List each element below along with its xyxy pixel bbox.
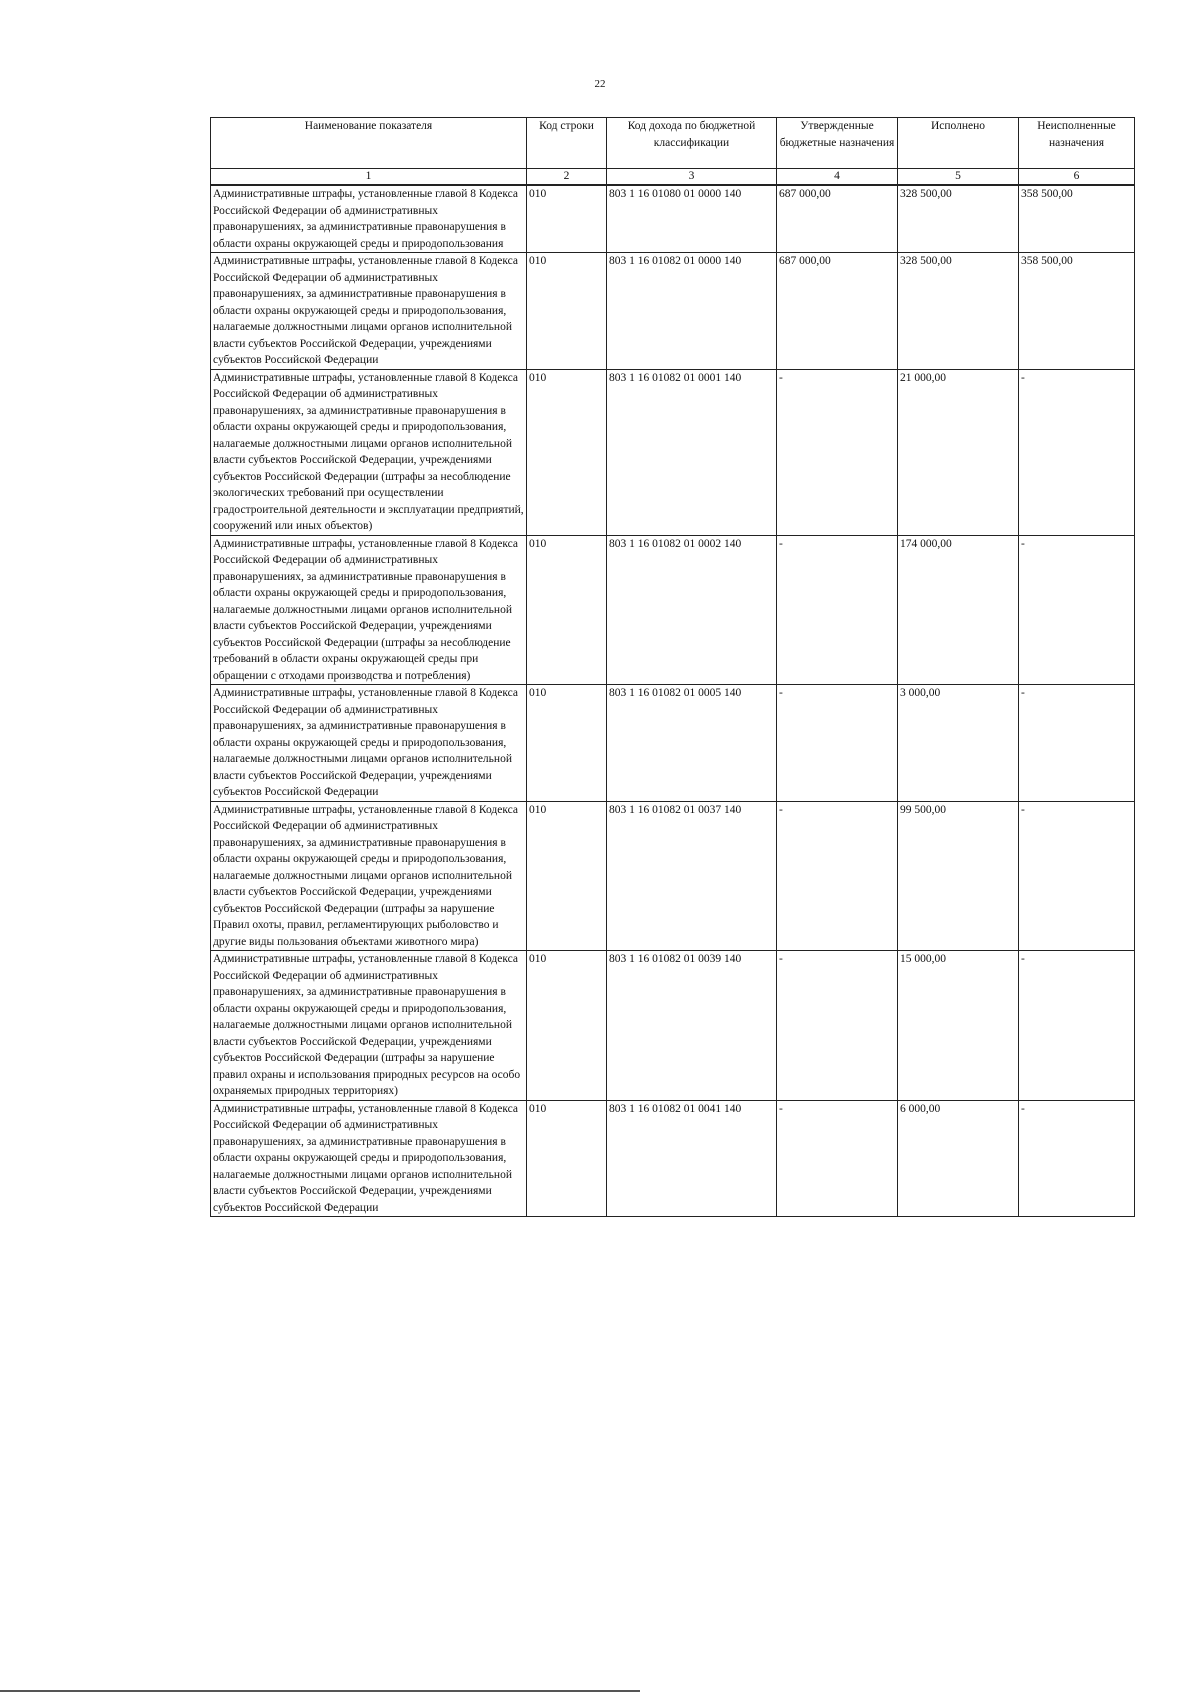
line-code: 010: [527, 951, 607, 1101]
table-row: [211, 535, 1135, 685]
unexecuted-amount: -: [1019, 801, 1135, 951]
indicator-name: Административные штрафы, установленные главой 8 Кодекса Российской Федерации об административных правонарушениях, за административные правонарушения в области охраны окружающей среды и природопользования, налагаемые должностными лицами органов исполнительной власти субъектов Российской Федерации, учреждениями субъектов Российской Федерации: [211, 253, 527, 370]
unexecuted-amount: -: [1019, 951, 1135, 1101]
indicator-name: Административные штрафы, установленные главой 8 Кодекса Российской Федерации об административных правонарушениях, за административные правонарушения в области охраны окружающей среды и природопользования, налагаемые должностными лицами органов исполнительной власти субъектов Российской Федерации, учреждениями субъектов Российской Федерации: [211, 685, 527, 802]
column-header-executed: Исполнено: [898, 118, 1019, 169]
indicator-name: Административные штрафы, установленные главой 8 Кодекса Российской Федерации об административных правонарушениях, за административные правонарушения в области охраны окружающей среды и природопользования, налагаемые должностными лицами органов исполнительной власти субъектов Российской Федерации, учреждениями субъектов Российской Федерации: [211, 1100, 527, 1217]
approved-amount: -: [777, 1100, 898, 1217]
line-code: 010: [527, 369, 607, 535]
approved-amount: 687 000,00: [777, 253, 898, 370]
table-row: [211, 685, 1135, 802]
indicator-name: Административные штрафы, установленные главой 8 Кодекса Российской Федерации об административных правонарушениях, за административные правонарушения в области охраны окружающей среды и природопользования, налагаемые должностными лицами органов исполнительной власти субъектов Российской Федерации, учреждениями субъектов Российской Федерации (штрафы за несоблюдение экологических требований при осуществлении градостроительной деятельности и эксплуатации предприятий, сооружений или иных объектов): [211, 369, 527, 535]
column-number: 3: [607, 169, 777, 186]
executed-amount: 99 500,00: [898, 801, 1019, 951]
line-code: 010: [527, 1100, 607, 1217]
table-row: [211, 801, 1135, 951]
approved-amount: -: [777, 951, 898, 1101]
page-number: 22: [594, 78, 606, 90]
executed-amount: 328 500,00: [898, 185, 1019, 253]
income-code: 803 1 16 01080 01 0000 140: [607, 185, 777, 253]
unexecuted-amount: 358 500,00: [1019, 253, 1135, 370]
executed-amount: 21 000,00: [898, 369, 1019, 535]
column-header-name: Наименование показателя: [211, 118, 527, 169]
approved-amount: 687 000,00: [777, 185, 898, 253]
table-row: [211, 1100, 1135, 1217]
column-number: 1: [211, 169, 527, 186]
column-number: 5: [898, 169, 1019, 186]
column-header-approved: Утвержденные бюджетные назначения: [777, 118, 898, 169]
income-code: 803 1 16 01082 01 0037 140: [607, 801, 777, 951]
income-code: 803 1 16 01082 01 0002 140: [607, 535, 777, 685]
table-row: [211, 253, 1135, 370]
unexecuted-amount: -: [1019, 1100, 1135, 1217]
approved-amount: -: [777, 685, 898, 802]
column-header-unexecuted: Неисполненные назначения: [1019, 118, 1135, 169]
footer-rule: [0, 1690, 640, 1692]
line-code: 010: [527, 685, 607, 802]
executed-amount: 6 000,00: [898, 1100, 1019, 1217]
approved-amount: -: [777, 369, 898, 535]
income-code: 803 1 16 01082 01 0000 140: [607, 253, 777, 370]
indicator-name: Административные штрафы, установленные главой 8 Кодекса Российской Федерации об административных правонарушениях, за административные правонарушения в области охраны окружающей среды и природопользования, налагаемые должностными лицами органов исполнительной власти субъектов Российской Федерации, учреждениями субъектов Российской Федерации (штрафы за несоблюдение требований в области охраны окружающей среды при обращении с отходами производства и потребления): [211, 535, 527, 685]
budget-income-table: [210, 117, 1135, 1217]
unexecuted-amount: -: [1019, 685, 1135, 802]
unexecuted-amount: 358 500,00: [1019, 185, 1135, 253]
column-header-line-code: Код строки: [527, 118, 607, 169]
column-number: 4: [777, 169, 898, 186]
line-code: 010: [527, 801, 607, 951]
executed-amount: 174 000,00: [898, 535, 1019, 685]
table-header-row: [211, 118, 1135, 169]
line-code: 010: [527, 253, 607, 370]
approved-amount: -: [777, 801, 898, 951]
column-number: 6: [1019, 169, 1135, 186]
table-row: [211, 951, 1135, 1101]
indicator-name: Административные штрафы, установленные главой 8 Кодекса Российской Федерации об административных правонарушениях, за административные правонарушения в области охраны окружающей среды и природопользования, налагаемые должностными лицами органов исполнительной власти субъектов Российской Федерации, учреждениями субъектов Российской Федерации (штрафы за нарушение правил охраны и использования природных ресурсов на особо охраняемых природных территориях): [211, 951, 527, 1101]
table-row: [211, 369, 1135, 535]
indicator-name: Административные штрафы, установленные главой 8 Кодекса Российской Федерации об административных правонарушениях, за административные правонарушения в области охраны окружающей среды и природопользования, налагаемые должностными лицами органов исполнительной власти субъектов Российской Федерации, учреждениями субъектов Российской Федерации (штрафы за нарушение Правил охоты, правил, регламентирующих рыболовство и другие виды пользования объектами животного мира): [211, 801, 527, 951]
approved-amount: -: [777, 535, 898, 685]
income-code: 803 1 16 01082 01 0005 140: [607, 685, 777, 802]
income-code: 803 1 16 01082 01 0001 140: [607, 369, 777, 535]
income-code: 803 1 16 01082 01 0041 140: [607, 1100, 777, 1217]
income-code: 803 1 16 01082 01 0039 140: [607, 951, 777, 1101]
unexecuted-amount: -: [1019, 369, 1135, 535]
column-header-income-code: Код дохода по бюджетной классификации: [607, 118, 777, 169]
executed-amount: 3 000,00: [898, 685, 1019, 802]
indicator-name: Административные штрафы, установленные главой 8 Кодекса Российской Федерации об административных правонарушениях, за административные правонарушения в области охраны окружающей среды и природопользования: [211, 185, 527, 253]
column-number: 2: [527, 169, 607, 186]
table-row: [211, 185, 1135, 253]
column-number-row: [211, 169, 1135, 186]
executed-amount: 15 000,00: [898, 951, 1019, 1101]
line-code: 010: [527, 535, 607, 685]
unexecuted-amount: -: [1019, 535, 1135, 685]
executed-amount: 328 500,00: [898, 253, 1019, 370]
line-code: 010: [527, 185, 607, 253]
